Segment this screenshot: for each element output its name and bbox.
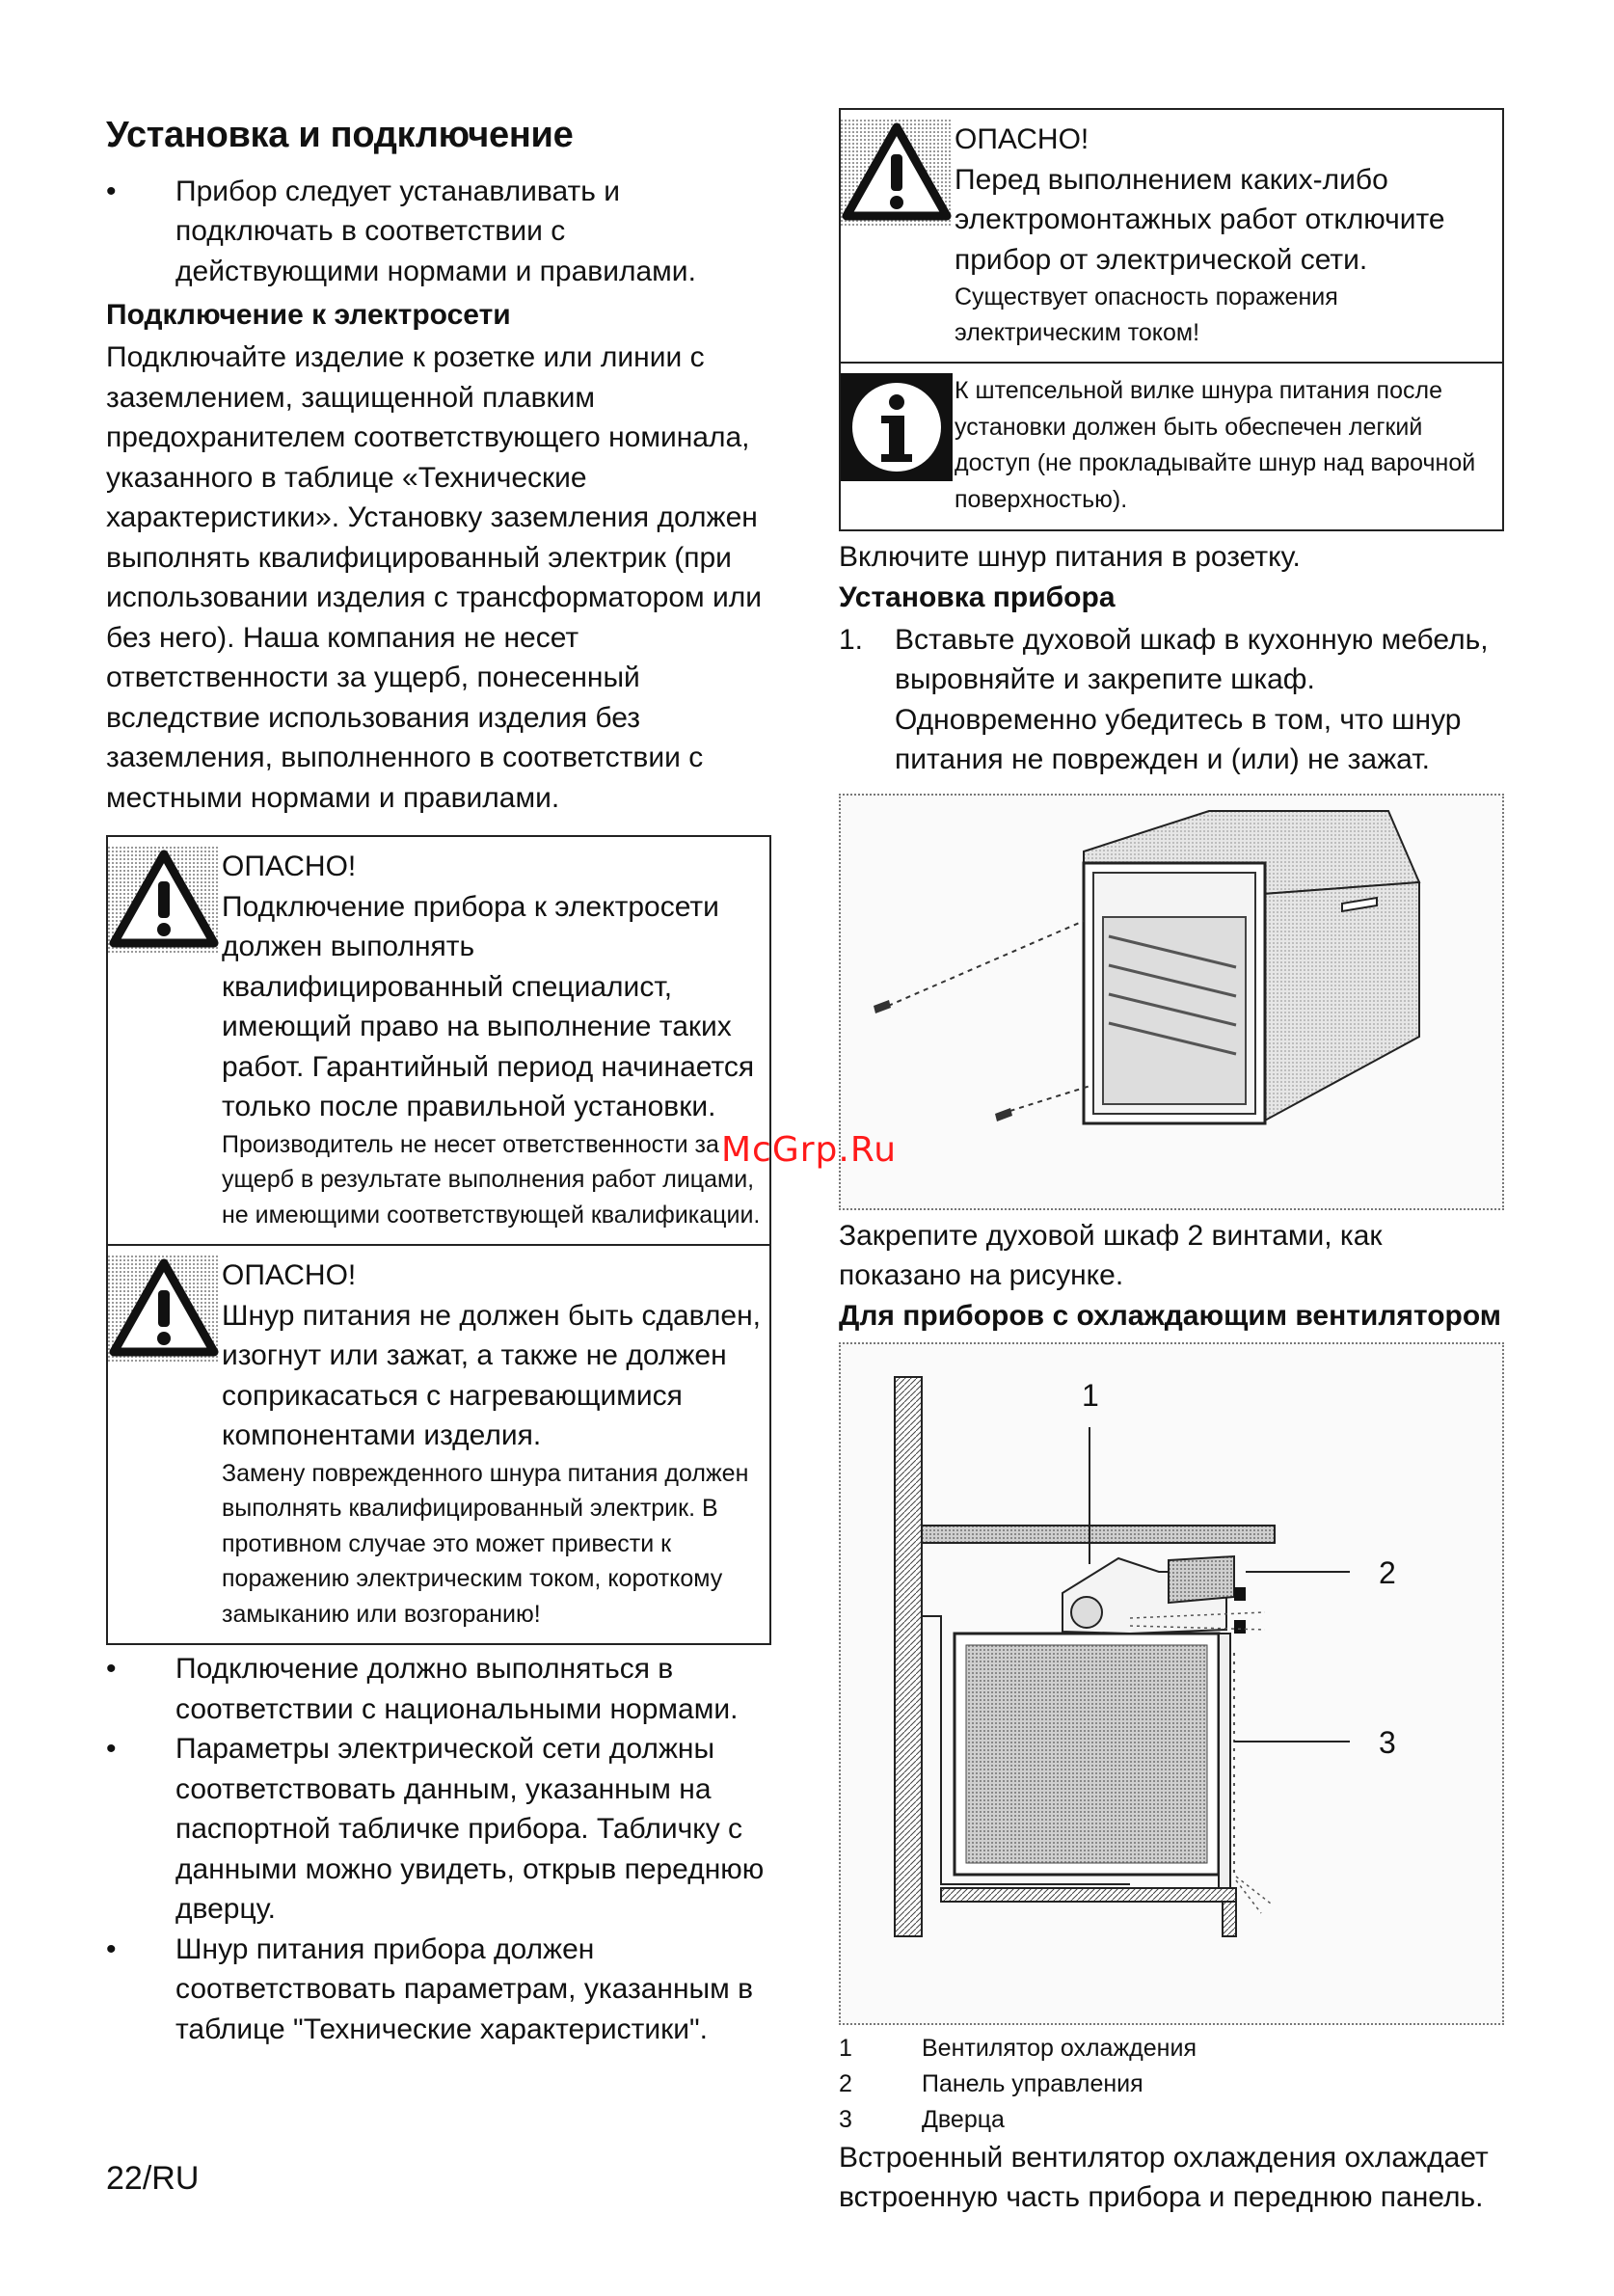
- screws-caption: Закрепите духовой шкаф 2 винтами, как показано на рисунке.: [839, 1219, 1383, 1291]
- warning-triangle-icon: [841, 120, 955, 350]
- legend-item: 3 Дверца: [839, 2105, 1005, 2133]
- step-number: 1.: [839, 623, 864, 656]
- info-icon: [841, 373, 955, 518]
- warning-title: ОПАСНО!: [222, 851, 357, 883]
- info-text: К штепсельной вилке шнура питания после установки должен быть обеспечен легкий доступ (не прокладывайте шнур над варочной поверхностью).: [955, 377, 1476, 513]
- figure-label-2: 2: [1379, 1554, 1396, 1590]
- warning-note: Замену поврежденного шнура питания должен выполнять квалифицированный электрик. В противном случае это может привести к поражению электрическим током, короткому замыканию или возгоранию!: [222, 1459, 749, 1628]
- warning-section: [108, 1244, 769, 1643]
- subheading-electrical: Подключение к электросети: [106, 299, 511, 332]
- warning-note: Существует опасность поражения электрическим током!: [955, 284, 1338, 346]
- bullet-item: • Параметры электрической сети должны соответствовать данным, указанным на паспортной табличке прибора. Табличку с данными можно увидеть, открыв переднюю дверцу.: [106, 1729, 771, 1930]
- closing-text: Встроенный вентилятор охлаждения охлаждает встроенную часть прибора и переднюю панель.: [839, 2141, 1489, 2213]
- left-column: [106, 114, 771, 2049]
- bullet-item: • Прибор следует устанавливать и подключать в соответствии с действующими нормами и правилами.: [106, 172, 771, 292]
- oven-screws-illustration: [841, 796, 1502, 1208]
- warning-text: Перед выполнением каких-либо электромонтажных работ отключите прибор от электрической сети.: [955, 163, 1445, 276]
- install-step: [839, 620, 1504, 780]
- legend-item: 2 Панель управления: [839, 2069, 1143, 2097]
- bullet-list: [106, 1649, 771, 2049]
- warning-text: Шнур питания не должен быть сдавлен, изогнут или зажат, а также не должен соприкасаться с нагревающимися компонентами изделия.: [222, 1299, 761, 1452]
- bullet-item: • Шнур питания прибора должен соответствовать параметрам, указанным в таблице "Технические характеристики".: [106, 1930, 771, 2050]
- warning-box-left: [106, 835, 771, 1645]
- warning-note: Производитель не несет ответственности за ущерб в результате выполнения работ лицами, не имеющими соответствующей квалификации.: [222, 1130, 761, 1229]
- warning-title: ОПАСНО!: [222, 1259, 357, 1292]
- warning-section: [108, 837, 769, 1244]
- figure-label-1: 1: [1082, 1377, 1099, 1413]
- warning-title: ОПАСНО!: [955, 123, 1089, 155]
- screw-icon: [874, 1000, 891, 1013]
- warning-text: Подключение прибора к электросети должен выполнять квалифицированный специалист, имеющий право на выполнение таких работ. Гарантийный период начинается только после правильной установки.: [222, 890, 755, 1123]
- info-section: [841, 362, 1502, 529]
- paragraph-grounding: Подключайте изделие к розетке или линии с заземлением, защищенной плавким предохранителем соответствующего номинала, указанного в таблице «Технические характеристики». Установку заземления должен выполнять квалифицированный электрик (при использовании изделия с трансформатором или без него). Наша компания не несет ответственности за ущерб, понесенный вследствие использования изделия без заземления, выполненного в соответствии с местными нормами и правилами.: [106, 341, 763, 814]
- cooling-fan-diagram: [841, 1344, 1502, 2023]
- warning-box-right: [839, 108, 1504, 531]
- figure-legend: [839, 2031, 1504, 2138]
- right-column: [839, 108, 1504, 2218]
- watermark: McGrp.Ru: [721, 1130, 898, 1170]
- screw-icon: [995, 1108, 1012, 1121]
- plug-in-text: Включите шнур питания в розетку.: [839, 541, 1301, 573]
- figure-oven-screws: [839, 794, 1504, 1210]
- warning-triangle-icon: [108, 847, 222, 1232]
- subheading-fan: Для приборов с охлаждающим вентилятором: [839, 1299, 1501, 1332]
- figure-label-3: 3: [1379, 1724, 1396, 1760]
- warning-section: [841, 110, 1502, 362]
- subheading-install: Установка прибора: [839, 581, 1116, 613]
- warning-triangle-icon: [108, 1256, 222, 1632]
- step-text: Вставьте духовой шкаф в кухонную мебель, выровняйте и закрепите шкаф. Одновременно убедитесь в том, что шнур питания не поврежден и (или) не зажат.: [895, 623, 1489, 775]
- legend-item: 1 Вентилятор охлаждения: [839, 2034, 1197, 2062]
- bullet-item: • Подключение должно выполняться в соответствии с национальными нормами.: [106, 1649, 771, 1729]
- page-number: 22/RU: [106, 2160, 200, 2197]
- section-heading: Установка и подключение: [106, 115, 574, 155]
- figure-cooling-fan: [839, 1342, 1504, 2025]
